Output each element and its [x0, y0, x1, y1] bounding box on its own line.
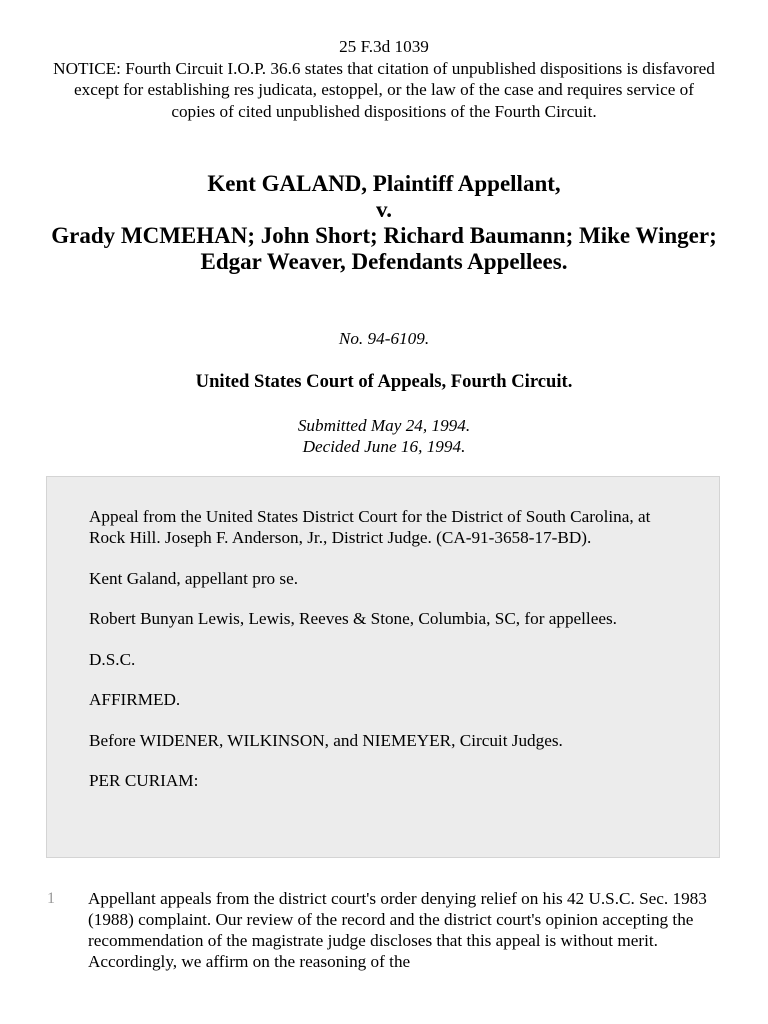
court-name: United States Court of Appeals, Fourth Circuit.: [195, 371, 573, 392]
district-abbreviation: D.S.C.: [89, 649, 136, 669]
case-caption: [40, 171, 728, 275]
disposition: AFFIRMED.: [89, 690, 181, 709]
judge-panel: Before WIDENER, WILKINSON, and NIEMEYER, Circuit Judges.: [89, 730, 563, 750]
appellee-counsel: Robert Bunyan Lewis, Lewis, Reeves & Stone, Columbia, SC, for appellees.: [89, 609, 617, 628]
opinion-paragraph: Appellant appeals from the district court's order denying relief on his 42 U.S.C. Sec. 1983 (1988) complaint. Our review of the record and the district court's opinion accepting the recommendation of the magistrate judge discloses that this appeal is without merit. Accordingly, we affirm on the reasoning of the: [88, 889, 707, 971]
caption-appellant: Kent GALAND, Plaintiff Appellant,: [207, 171, 561, 196]
docket-number: No. 94-6109.: [338, 329, 430, 348]
document-header: [50, 36, 718, 122]
appeal-from: Appeal from the United States District Court for the District of South Carolina, at Rock Hill. Joseph F. Anderson, Jr., District Judge. (CA-91-3658-17-BD).: [89, 507, 651, 547]
appellant-counsel: Kent Galand, appellant pro se.: [89, 568, 299, 588]
caption-appellees-continued: Edgar Weaver, Defendants Appellees.: [200, 249, 568, 274]
decided-date: Decided June 16, 1994.: [302, 437, 466, 456]
submitted-date: Submitted May 24, 1994.: [297, 416, 471, 435]
opinion-author: PER CURIAM:: [89, 771, 199, 790]
caption-appellees: Grady MCMEHAN; John Short; Richard Baumann; Mike Winger;: [51, 223, 717, 248]
caption-versus: v.: [376, 197, 392, 222]
paragraph-number: 1: [47, 890, 55, 907]
unpublished-notice: NOTICE: Fourth Circuit I.O.P. 36.6 states that citation of unpublished dispositions is disfavored except for establishing res judicata, estoppel, or the law of the case and requires service of copies of cited unpublished dispositions of the Fourth Circuit.: [53, 58, 715, 121]
case-citation: 25 F.3d 1039: [339, 37, 429, 56]
headnote-box: [46, 476, 720, 858]
case-dates: [0, 415, 768, 457]
